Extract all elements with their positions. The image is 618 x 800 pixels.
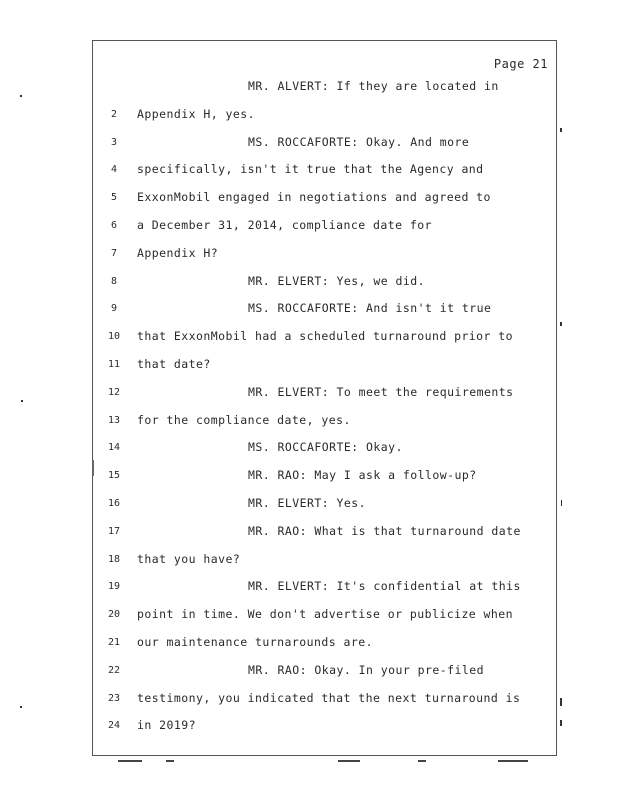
transcript-line: [93, 246, 556, 266]
line-text: MS. ROCCAFORTE: Okay.: [248, 440, 403, 455]
line-text: specifically, isn't it true that the Agency and: [137, 162, 484, 177]
line-number: 16: [107, 498, 121, 509]
line-number: 4: [110, 164, 118, 176]
line-number: 21: [107, 637, 121, 648]
line-text: for the compliance date, yes.: [137, 412, 351, 427]
line-number: 11: [107, 359, 121, 370]
line-number: 22: [107, 664, 121, 676]
line-text: point in time. We don't advertise or publicize when: [137, 607, 514, 622]
transcript-line: [93, 329, 556, 349]
line-text: a December 31, 2014, compliance date for: [137, 218, 432, 232]
transcript-line: [93, 635, 556, 655]
transcript-line: [93, 496, 556, 516]
line-text: MR. ELVERT: Yes.: [248, 496, 366, 510]
line-number: 18: [107, 553, 121, 565]
line-text: that you have?: [137, 551, 241, 566]
transcript-line: [93, 385, 556, 405]
transcript-line: [93, 107, 556, 127]
transcript-line: [93, 663, 556, 683]
scan-speck: [21, 400, 23, 402]
transcript-line: [93, 79, 556, 99]
line-text: MR. ELVERT: It's confidential at this: [248, 579, 521, 594]
line-number: 14: [107, 442, 121, 454]
bottom-scan-marks: [118, 760, 558, 766]
line-text: Appendix H, yes.: [137, 106, 255, 121]
line-text: MR. RAO: Okay. In your pre-filed: [248, 662, 484, 677]
line-text: that date?: [137, 357, 211, 371]
line-text: ExxonMobil engaged in negotiations and agreed to: [137, 190, 491, 205]
transcript-line: [93, 274, 556, 294]
transcript-line: [93, 190, 556, 210]
line-text: MR. ELVERT: To meet the requirements: [248, 384, 514, 399]
line-text: testimony, you indicated that the next turnaround is: [137, 690, 521, 705]
line-text: MR. RAO: May I ask a follow-up?: [248, 468, 477, 483]
line-number: 5: [110, 192, 118, 204]
transcript-line: [93, 607, 556, 627]
scan-speck: [560, 128, 562, 132]
line-number: 23: [107, 692, 121, 704]
line-number: 13: [107, 414, 121, 426]
transcript-line: [93, 413, 556, 433]
transcript-page: [92, 40, 557, 756]
line-text: in 2019?: [137, 718, 196, 733]
transcript-line: [93, 135, 556, 155]
line-text: MR. ALVERT: If they are located in: [248, 79, 499, 93]
scan-speck: [20, 95, 22, 97]
line-text: our maintenance turnarounds are.: [137, 635, 373, 649]
scan-speck: [560, 698, 562, 706]
line-number: 7: [110, 247, 118, 259]
transcript-line: [93, 440, 556, 460]
transcript-line: [93, 691, 556, 711]
line-number: 24: [107, 720, 121, 732]
line-text: MS. ROCCAFORTE: And isn't it true: [248, 301, 492, 316]
transcript-line: [93, 579, 556, 599]
transcript-line: [93, 301, 556, 321]
scan-speck: [92, 460, 94, 476]
line-number: 10: [107, 331, 121, 343]
transcript-line: [93, 718, 556, 738]
line-number: 9: [110, 303, 118, 315]
line-number: 17: [107, 525, 121, 537]
line-text: MR. ELVERT: Yes, we did.: [248, 273, 425, 288]
transcript-line: [93, 524, 556, 544]
line-number: 12: [107, 386, 121, 398]
line-number: 3: [110, 136, 118, 148]
line-text: that ExxonMobil had a scheduled turnaround prior to: [137, 329, 514, 344]
transcript-line: [93, 468, 556, 488]
page-number: Page 21: [493, 57, 548, 71]
line-number: 19: [107, 581, 121, 593]
scan-speck: [560, 322, 562, 326]
line-number: 20: [107, 609, 121, 621]
transcript-line: [93, 162, 556, 182]
transcript-line: [93, 552, 556, 572]
transcript-line: [93, 357, 556, 377]
line-text: MS. ROCCAFORTE: Okay. And more: [248, 134, 470, 149]
transcript-line: [93, 218, 556, 238]
line-text: Appendix H?: [137, 245, 219, 260]
line-number: 6: [110, 220, 118, 231]
line-number: 8: [110, 275, 118, 287]
scan-speck: [561, 500, 562, 506]
line-number: 2: [110, 108, 118, 120]
scan-speck: [560, 720, 562, 726]
line-number: 15: [107, 470, 121, 482]
scan-speck: [20, 706, 22, 708]
line-text: MR. RAO: What is that turnaround date: [248, 523, 521, 538]
